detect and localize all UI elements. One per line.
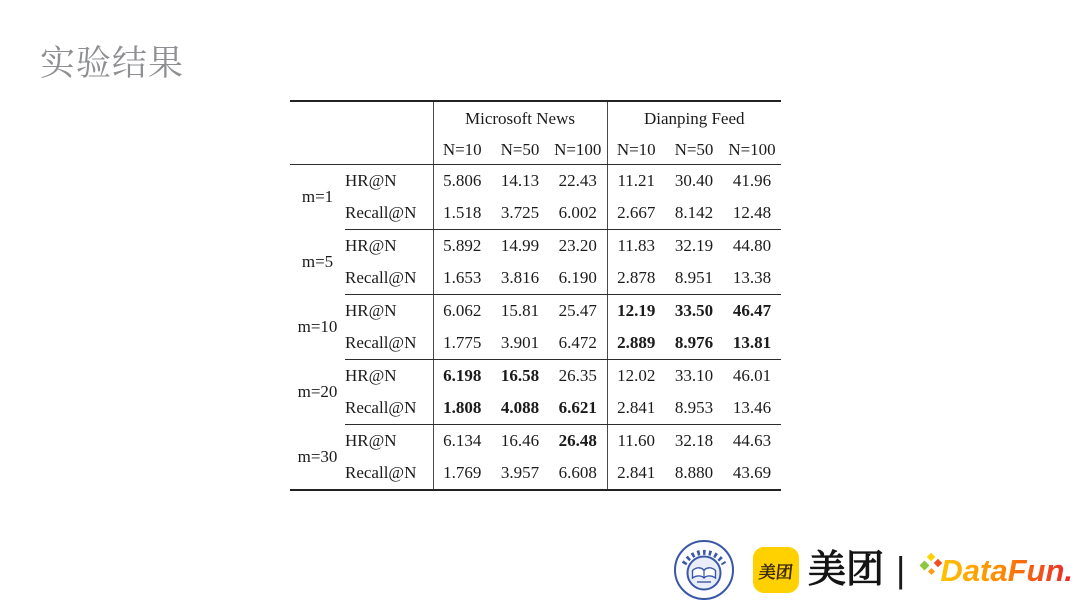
value-cell: 12.02: [607, 360, 665, 393]
value-cell: 30.40: [674, 171, 714, 190]
value-cell: 13.38: [723, 262, 781, 295]
table-row: [290, 360, 781, 393]
value-cell: 1.808: [433, 392, 491, 425]
value-cell: 5.892: [433, 230, 491, 263]
value-cell: 6.062: [433, 295, 491, 328]
metric-label: HR@N: [345, 366, 397, 385]
meituan-app-icon-label: 美团: [757, 562, 794, 582]
value-cell: 12.48: [723, 197, 781, 230]
value-cell: 4.088: [491, 392, 549, 425]
value-cell: 26.35: [558, 366, 597, 385]
value-cell: 8.142: [665, 197, 723, 230]
meituan-app-icon: [753, 547, 799, 593]
subheader-cell: N=10: [433, 135, 491, 165]
metric-label: HR@N: [345, 301, 397, 320]
header-spacer: [290, 101, 433, 135]
m-label: m=10: [297, 317, 338, 336]
value-cell: 25.47: [558, 301, 597, 320]
footer-logos: [673, 537, 1073, 603]
value-cell: 33.10: [674, 366, 714, 385]
value-cell: 16.58: [500, 366, 540, 385]
value-cell: 6.198: [433, 360, 491, 393]
value-cell: 3.901: [491, 327, 549, 360]
table-row: [290, 197, 781, 230]
value-cell: 8.951: [665, 262, 723, 295]
table-subheader-row: [290, 135, 781, 165]
datafun-logo: [918, 552, 1073, 588]
value-cell: 6.608: [558, 463, 597, 482]
metric-label: Recall@N: [345, 197, 433, 230]
value-cell: 15.81: [500, 301, 540, 320]
subheader-cell: N=10: [607, 135, 665, 165]
value-cell: 2.841: [607, 457, 665, 490]
value-cell: 6.621: [549, 392, 607, 425]
m-label: m=1: [301, 187, 334, 207]
value-cell: 44.80: [732, 236, 772, 255]
value-cell: 6.002: [549, 197, 607, 230]
value-cell: 3.957: [500, 463, 540, 482]
value-cell: 13.81: [723, 327, 781, 360]
subheader-cell: N=50: [665, 135, 723, 165]
value-cell: 8.880: [674, 463, 714, 482]
value-cell: 26.48: [558, 431, 597, 450]
university-seal-icon: [673, 539, 735, 601]
value-cell: 2.878: [607, 262, 665, 295]
value-cell: 11.21: [607, 165, 665, 198]
value-cell: 1.775: [433, 327, 491, 360]
value-cell: 33.50: [674, 301, 714, 320]
value-cell: 12.19: [607, 295, 665, 328]
value-cell: 16.46: [500, 431, 540, 450]
value-cell: 32.18: [674, 431, 714, 450]
value-cell: 6.190: [549, 262, 607, 295]
col-group-microsoft-news: Microsoft News: [433, 101, 607, 135]
metric-label: HR@N: [345, 171, 397, 190]
value-cell: 13.46: [723, 392, 781, 425]
col-group-dianping-feed: Dianping Feed: [607, 101, 781, 135]
value-cell: 3.725: [491, 197, 549, 230]
value-cell: 2.667: [607, 197, 665, 230]
table-row: [290, 165, 781, 198]
value-cell: 2.889: [607, 327, 665, 360]
m-label: m=5: [301, 252, 334, 271]
value-cell: 1.653: [433, 262, 491, 295]
metric-label: HR@N: [345, 431, 397, 450]
table-row: [290, 392, 781, 425]
subheader-cell: N=100: [549, 135, 607, 165]
value-cell: 1.518: [433, 197, 491, 230]
table-row: [290, 295, 781, 328]
header-spacer: [290, 135, 433, 165]
value-cell: 44.63: [732, 431, 772, 450]
value-cell: 5.806: [433, 165, 491, 198]
m-label: m=30: [297, 446, 338, 466]
table-row: [290, 425, 781, 458]
table-row: [290, 262, 781, 295]
value-cell: 8.976: [665, 327, 723, 360]
value-cell: 11.60: [607, 425, 665, 458]
value-cell: 22.43: [558, 171, 597, 190]
logo-divider: |: [896, 549, 906, 590]
value-cell: 46.47: [732, 301, 772, 320]
m-label: m=20: [297, 382, 338, 401]
metric-label: Recall@N: [345, 327, 433, 360]
value-cell: 6.134: [433, 425, 491, 458]
value-cell: 14.13: [500, 171, 540, 190]
value-cell: 6.472: [549, 327, 607, 360]
value-cell: 8.953: [665, 392, 723, 425]
metric-label: HR@N: [345, 236, 397, 255]
value-cell: 32.19: [674, 236, 714, 255]
metric-label: Recall@N: [345, 392, 433, 425]
metric-label: Recall@N: [345, 262, 433, 295]
value-cell: 2.841: [607, 392, 665, 425]
value-cell: 41.96: [732, 171, 772, 190]
table-header-row: [290, 101, 781, 135]
value-cell: 11.83: [607, 230, 665, 263]
table-row: [290, 327, 781, 360]
meituan-wordmark: 美团: [808, 549, 885, 591]
value-cell: 23.20: [558, 236, 597, 255]
subheader-cell: N=50: [491, 135, 549, 165]
value-cell: 14.99: [500, 236, 540, 255]
table-row: [290, 230, 781, 263]
value-cell: 43.69: [732, 463, 772, 482]
value-cell: 46.01: [732, 366, 772, 385]
metric-label: Recall@N: [345, 463, 417, 482]
datafun-wordmark: DataFun.: [940, 552, 1073, 588]
results-table: [290, 100, 781, 491]
subheader-cell: N=100: [723, 135, 781, 165]
value-cell: 3.816: [491, 262, 549, 295]
value-cell: 1.769: [433, 457, 491, 490]
table-row: [290, 457, 781, 490]
page-title: 实验结果: [40, 44, 185, 83]
